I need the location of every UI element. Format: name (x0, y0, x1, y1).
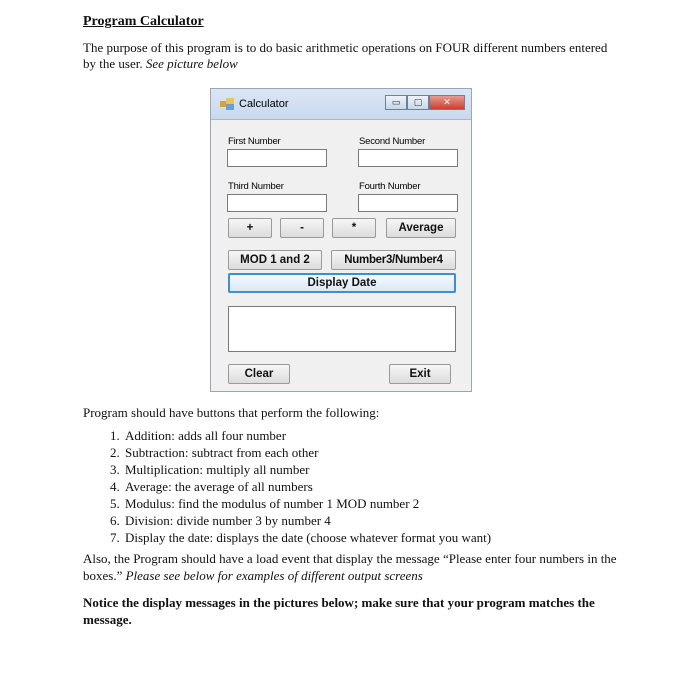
load-event-text: Also, the Program should have a load event that display the message “Please enter four numbers in the boxes.” (83, 551, 617, 583)
calculator-app-icon (220, 98, 234, 110)
requirement-item: 7. Display the date: displays the date (choose whatever format you want) (123, 529, 623, 546)
first-number-label: First Number (228, 136, 281, 147)
window-titlebar (211, 89, 471, 120)
multiply-button[interactable]: * (332, 218, 376, 238)
output-box (228, 306, 456, 352)
calculator-window (210, 88, 472, 392)
subtract-button[interactable]: - (280, 218, 324, 238)
document-title: Program Calculator (83, 14, 204, 29)
mod-button[interactable]: MOD 1 and 2 (228, 250, 322, 270)
requirements-heading: Program should have buttons that perform the following: (83, 405, 380, 420)
requirement-item: 3. Multiplication: multiply all number (123, 461, 623, 478)
requirement-item: 4. Average: the average of all numbers (123, 478, 623, 495)
maximize-icon[interactable]: ▢ (407, 95, 429, 110)
add-button[interactable]: + (228, 218, 272, 238)
exit-button[interactable]: Exit (389, 364, 451, 384)
first-number-input[interactable] (227, 149, 327, 167)
intro-italic: See picture below (145, 56, 238, 71)
third-number-input[interactable] (227, 194, 327, 212)
close-icon[interactable]: ✕ (429, 95, 465, 110)
fourth-number-input[interactable] (358, 194, 458, 212)
window-controls (385, 95, 465, 112)
intro-text: The purpose of this program is to do basic arithmetic operations on FOUR different numbers entered by the user. (83, 40, 608, 71)
second-number-label: Second Number (359, 136, 426, 147)
minimize-icon[interactable]: ▭ (385, 95, 407, 110)
load-event-italic: Please see below for examples of different output screens (125, 568, 423, 583)
requirements-list (83, 427, 623, 546)
second-number-input[interactable] (358, 149, 458, 167)
average-button[interactable]: Average (386, 218, 456, 238)
divide-button[interactable]: Number3/Number4 (331, 250, 456, 270)
clear-button[interactable]: Clear (228, 364, 290, 384)
requirement-item: 5. Modulus: find the modulus of number 1 MOD number 2 (123, 495, 623, 512)
load-event-paragraph (83, 550, 623, 584)
fourth-number-label: Fourth Number (359, 181, 421, 192)
requirement-item: 6. Division: divide number 3 by number 4 (123, 512, 623, 529)
third-number-label: Third Number (228, 181, 284, 192)
requirement-item: 2. Subtraction: subtract from each other (123, 444, 623, 461)
document (83, 14, 623, 72)
notice-paragraph: Notice the display messages in the pictures below; make sure that your program matches the message. (83, 595, 595, 627)
requirements-section (83, 404, 623, 628)
window-title: Calculator (239, 98, 289, 110)
requirement-item: 1. Addition: adds all four number (123, 427, 623, 444)
intro-paragraph (83, 40, 623, 72)
display-date-button[interactable]: Display Date (228, 273, 456, 293)
window-body (211, 120, 471, 391)
